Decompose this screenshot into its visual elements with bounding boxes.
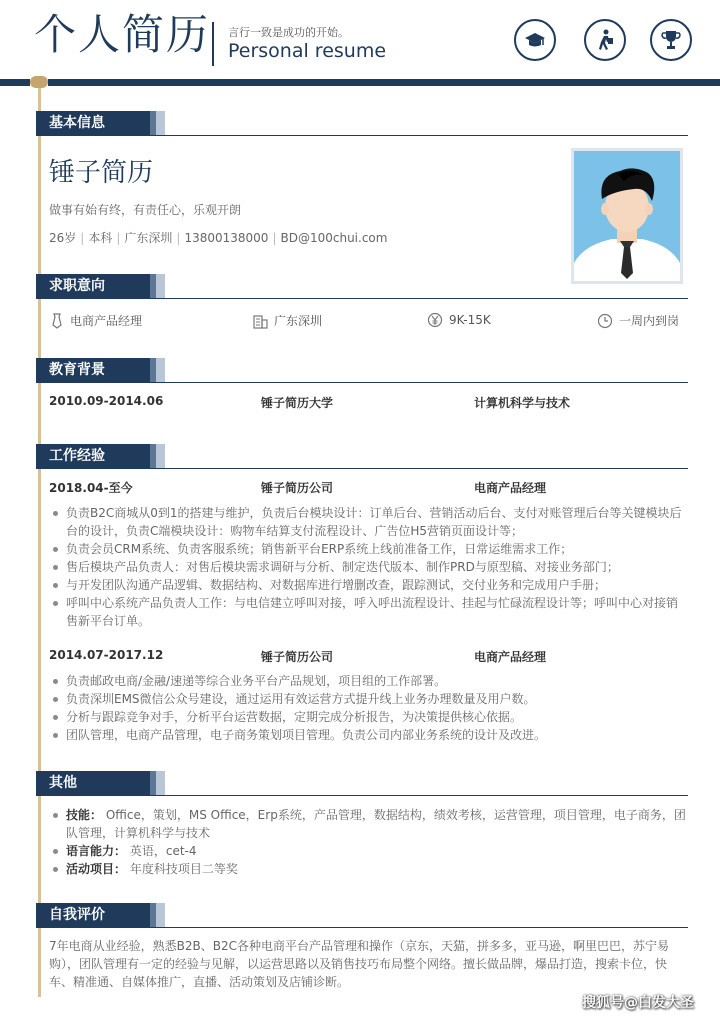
section-intent <box>36 274 688 298</box>
intent-city-text: 广东深圳 <box>274 314 323 328</box>
clock-icon <box>597 313 613 329</box>
skill-label: 技能： <box>66 808 103 822</box>
list-item <box>49 842 689 860</box>
work-role: 电商产品经理 <box>474 481 547 495</box>
intent-salary-text: 9K-15K <box>449 313 491 327</box>
candidate-name: 锤子简历 <box>49 158 154 188</box>
tie-icon <box>50 313 64 329</box>
contact-line: 26岁 | 本科 | 广东深圳 | 13800138000 | BD@100chui.com <box>49 231 388 245</box>
header-bar <box>48 79 720 86</box>
section-title: 基本信息 <box>36 111 150 135</box>
work-period: 2014.07-2017.12 <box>49 648 164 662</box>
section-title: 教育背景 <box>36 358 150 382</box>
section-title: 工作经验 <box>36 444 150 468</box>
other-list <box>49 806 689 878</box>
list-item: 负责B2C商城从0到1的搭建与维护，负责后台模块设计：订单后台、营销活动后台、支付对账管理后台等关键模块后台的设计，负责C端模块设计：购物车结算支付流程设计、广告位H5营销页面设计等； <box>49 504 689 540</box>
timeline-dot <box>30 76 48 88</box>
section-title: 其他 <box>36 771 150 795</box>
list-item: 分析与跟踪竞争对手，分析平台运营数据，定期完成分析报告，为决策提供核心依据。 <box>49 708 689 726</box>
work-period: 2018.04-至今 <box>49 481 133 495</box>
education-major: 计算机科学与技术 <box>474 396 571 410</box>
city: 广东深圳 <box>124 231 173 245</box>
language-text: 英语，cet-4 <box>129 844 197 858</box>
degree: 本科 <box>88 231 113 245</box>
list-item: 负责邮政电商/金融/速递等综合业务平台产品规划，项目组的工作部署。 <box>49 672 689 690</box>
subtitle: Personal resume <box>228 40 387 62</box>
age: 26岁 <box>49 231 77 245</box>
watermark: 搜狐号@白发大圣 <box>582 995 694 1011</box>
work-duties <box>49 672 689 744</box>
section-self-evaluation <box>36 903 688 927</box>
education-school: 锤子简历大学 <box>261 396 334 410</box>
trophy-icon <box>650 19 692 61</box>
motto: 言行一致是成功的开始。 <box>228 26 349 39</box>
self-evaluation-text: 7年电商从业经验，熟悉B2B、B2C各种电商平台产品管理和操作（京东，天猫，拼多多，亚马逊，啊里巴巴，苏宁易购），团队管理有一定的经验与见解，以运营思路以及销售技巧布局整个网络。擅长做品牌，爆品打造，搜索卡位，快车、精准通、自媒体推广，直播、活动策划及店铺诊断。 <box>49 939 669 989</box>
list-item: 负责会员CRM系统、负责客服系统；销售新平台ERP系统上线前准备工作，日常运维需求工作； <box>49 540 689 558</box>
intent-salary <box>427 312 491 328</box>
timeline-line <box>38 88 41 997</box>
work-company: 锤子简历公司 <box>261 650 334 664</box>
page-title: 个人简历 <box>34 10 211 59</box>
activity-text: 年度科技项目二等奖 <box>129 862 238 876</box>
section-title: 求职意向 <box>36 274 150 298</box>
activity-label: 活动项目： <box>66 862 127 876</box>
walking-person-icon <box>584 19 626 61</box>
list-item: 售后模块产品负责人：对售后模块需求调研与分析、制定迭代版本、制作PRD与原型稿、对接业务部门； <box>49 558 689 576</box>
section-basic <box>36 111 688 135</box>
intent-availability <box>597 312 679 329</box>
list-item: 与开发团队沟通产品逻辑、数据结构、对数据库进行增删改查，跟踪测试，交付业务和完成用户手册； <box>49 576 689 594</box>
language-label: 语言能力： <box>66 844 127 858</box>
slogan: 做事有始有终，有责任心，乐观开朗 <box>49 203 242 217</box>
yen-icon <box>427 312 443 328</box>
intent-position-text: 电商产品经理 <box>70 314 143 328</box>
section-title: 自我评价 <box>36 903 150 927</box>
work-role: 电商产品经理 <box>474 650 547 664</box>
list-item: 团队管理，电商产品管理，电子商务策划项目管理。负责公司内部业务系统的设计及改进。 <box>49 726 689 744</box>
title-divider <box>212 22 214 66</box>
list-item: 负责深圳EMS微信公众号建设，通过运用有效运营方式提升线上业务办理数量及用户数。 <box>49 690 689 708</box>
section-education <box>36 358 688 382</box>
intent-position <box>50 312 142 329</box>
phone: 13800138000 <box>184 231 269 245</box>
intent-availability-text: 一周内到岗 <box>619 314 680 328</box>
list-item <box>49 806 689 842</box>
list-item: 呼叫中心系统产品负责人工作：与电信建立呼叫对接，呼入呼出流程设计、挂起与忙碌流程设计等；呼叫中心对接销售新平台订单。 <box>49 594 689 630</box>
work-duties <box>49 504 689 630</box>
skill-text: Office，策划，MS Office，Erp系统，产品管理，数据结构，绩效考核，运营管理，项目管理，电子商务，团队管理，计算机科学与技术 <box>66 808 686 840</box>
graduation-cap-icon <box>514 19 556 61</box>
avatar <box>571 148 683 284</box>
education-period: 2010.09-2014.06 <box>49 394 164 408</box>
section-work <box>36 444 688 468</box>
building-icon <box>252 313 268 329</box>
section-other <box>36 771 688 795</box>
intent-city <box>252 312 322 329</box>
email: BD@100chui.com <box>280 231 388 245</box>
list-item <box>49 860 689 878</box>
work-company: 锤子简历公司 <box>261 481 334 495</box>
header-bar-left <box>0 79 30 86</box>
